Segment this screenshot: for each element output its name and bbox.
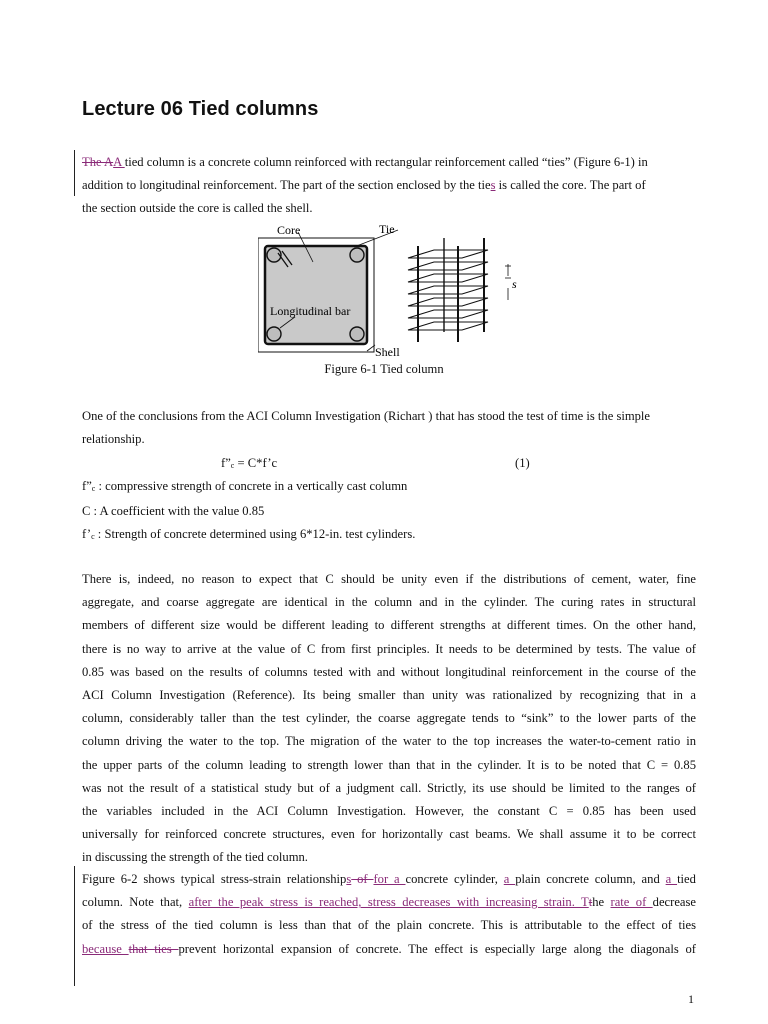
tie-cage-diagram [408, 238, 511, 342]
inserted-text: a [665, 872, 678, 886]
inserted-text: for a [373, 872, 406, 886]
definition-subscript: c [91, 484, 96, 493]
inserted-text: s [490, 178, 496, 193]
text-run: tied [677, 872, 696, 886]
definitions-list [82, 475, 415, 549]
text-run: concrete cylinder, [405, 872, 504, 886]
change-bar [74, 150, 75, 196]
text-run: is called the core. The part of [495, 178, 646, 193]
deleted-text: t [588, 895, 593, 910]
label-core: Core [277, 223, 301, 237]
text-run: he [592, 895, 611, 910]
label-tie: Tie [379, 222, 395, 236]
text-run: column. Note that, [82, 895, 189, 910]
definition-text: : compressive strength of concrete in a vertically cast column [95, 479, 408, 493]
text-run: Figure 6-2 shows typical stress-strain relationship [82, 872, 347, 886]
text-line: aggregate, and coarse aggregate are identical in the column and in the cylinder. The curing rates in structural [82, 595, 696, 610]
label-longitudinal-bar: Longitudinal bar [270, 304, 351, 318]
definition-text: : Strength of concrete determined using 6*12-in. test cylinders. [94, 527, 416, 542]
text-line [82, 938, 696, 961]
change-bar [74, 866, 75, 986]
inserted-text: a [503, 872, 516, 886]
paragraph-conclusions [82, 405, 696, 451]
equation-rhs: = C*f’c [234, 456, 278, 470]
inserted-text: s [346, 872, 352, 886]
text-line: the variables included in the ACI Column Investigation. However, the constant C = 0.85 has been used [82, 804, 696, 819]
text-line: 0.85 was based on the results of columns tested with and without longitudinal reinforcement in the course of the [82, 664, 696, 679]
deleted-text: that [128, 941, 155, 956]
text-line: One of the conclusions from the ACI Column Investigation (Richart ) that has stood the test of time is the simple [82, 409, 651, 423]
paragraph-intro [82, 151, 696, 221]
text-line: of the stress of the tied column is less than that of the plain concrete. This is attributable to the effect of ties [82, 918, 696, 933]
text-line: column, considerably taller than the test cylinder, the coarse aggregate tends to “sink” to the lower parts of the [82, 711, 696, 726]
text-run: prevent horizontal expansion of concrete. The effect is especially large along the diagonals of [178, 941, 696, 956]
text-line: there is no way to arrive at the value of C from first principles. It needs to be determined by tests. The value of [82, 641, 696, 656]
definition-item [82, 475, 415, 500]
text-line [82, 891, 696, 914]
label-spacing-s: s [512, 277, 517, 291]
equation-lhs-subscript: c [230, 461, 235, 470]
deleted-text: of [351, 872, 374, 886]
definition-text: : A coefficient with the value 0.85 [90, 504, 265, 519]
definition-item [82, 523, 415, 548]
paragraph-discussion [82, 568, 696, 870]
definition-symbol: f’ [82, 527, 92, 542]
figure-caption: Figure 6-1 Tied column [324, 362, 444, 376]
text-line: the section outside the core is called the shell. [82, 201, 313, 216]
text-line: relationship. [82, 432, 145, 447]
deleted-text: ties [154, 941, 179, 956]
inserted-text: rate of [610, 895, 653, 910]
text-line: the upper parts of the column leading to strength lower than that in the cylinder. It is to be noted that C = 0.85 [82, 757, 696, 772]
definition-symbol: C [82, 504, 91, 519]
text-line: was not the result of a statistical study but of a judgment call. Strictly, its use should be limited to the ranges of [82, 780, 696, 795]
definition-symbol: f” [82, 479, 92, 493]
text-line [82, 151, 696, 174]
text-run: tied column is a concrete column reinforced with rectangular reinforcement called “ties” (Figure 6-1) in [124, 155, 648, 169]
text-line: ACI Column Investigation (Reference). Its being smaller than unity was rationalized by recognizing that in a [82, 688, 696, 703]
text-run: addition to longitudinal reinforcement. The part of the section enclosed by the tie [82, 178, 491, 193]
text-run: plain concrete column, and [515, 872, 666, 886]
inserted-text: because [82, 941, 129, 956]
paragraph-stress-strain [82, 868, 696, 961]
page-title: Lecture 06 Tied columns [82, 98, 319, 120]
equation [221, 456, 277, 471]
text-line [82, 174, 696, 197]
text-run: decrease [652, 895, 696, 910]
cross-section-diagram [258, 230, 398, 352]
text-line [82, 868, 696, 891]
text-line: members of different size would be different leading to different strengths at different times. On the other hand, [82, 618, 696, 633]
equation-lhs: f” [221, 456, 231, 470]
definition-item [82, 500, 415, 523]
page-number: 1 [688, 992, 694, 1006]
text-line: in discussing the strength of the tied column. [82, 850, 308, 865]
deleted-text: The A [82, 155, 114, 169]
tied-column-figure [258, 220, 558, 360]
inserted-text: after the peak stress is reached, stress decreases with increasing strain. T [188, 895, 589, 910]
definition-subscript: c [91, 532, 95, 542]
text-line: universally for reinforced concrete structures, even for horizontally cast beams. We shall assume it to be correct [82, 827, 696, 842]
text-line: There is, indeed, no reason to expect that C should be unity even if the distributions of cement, water, fine [82, 572, 696, 586]
label-shell: Shell [375, 345, 400, 359]
text-line: column driving the water to the top. The migration of the water to the top increases the water-to-cement ratio in [82, 734, 696, 749]
inserted-text: A [113, 155, 125, 169]
equation-number: (1) [515, 456, 530, 470]
